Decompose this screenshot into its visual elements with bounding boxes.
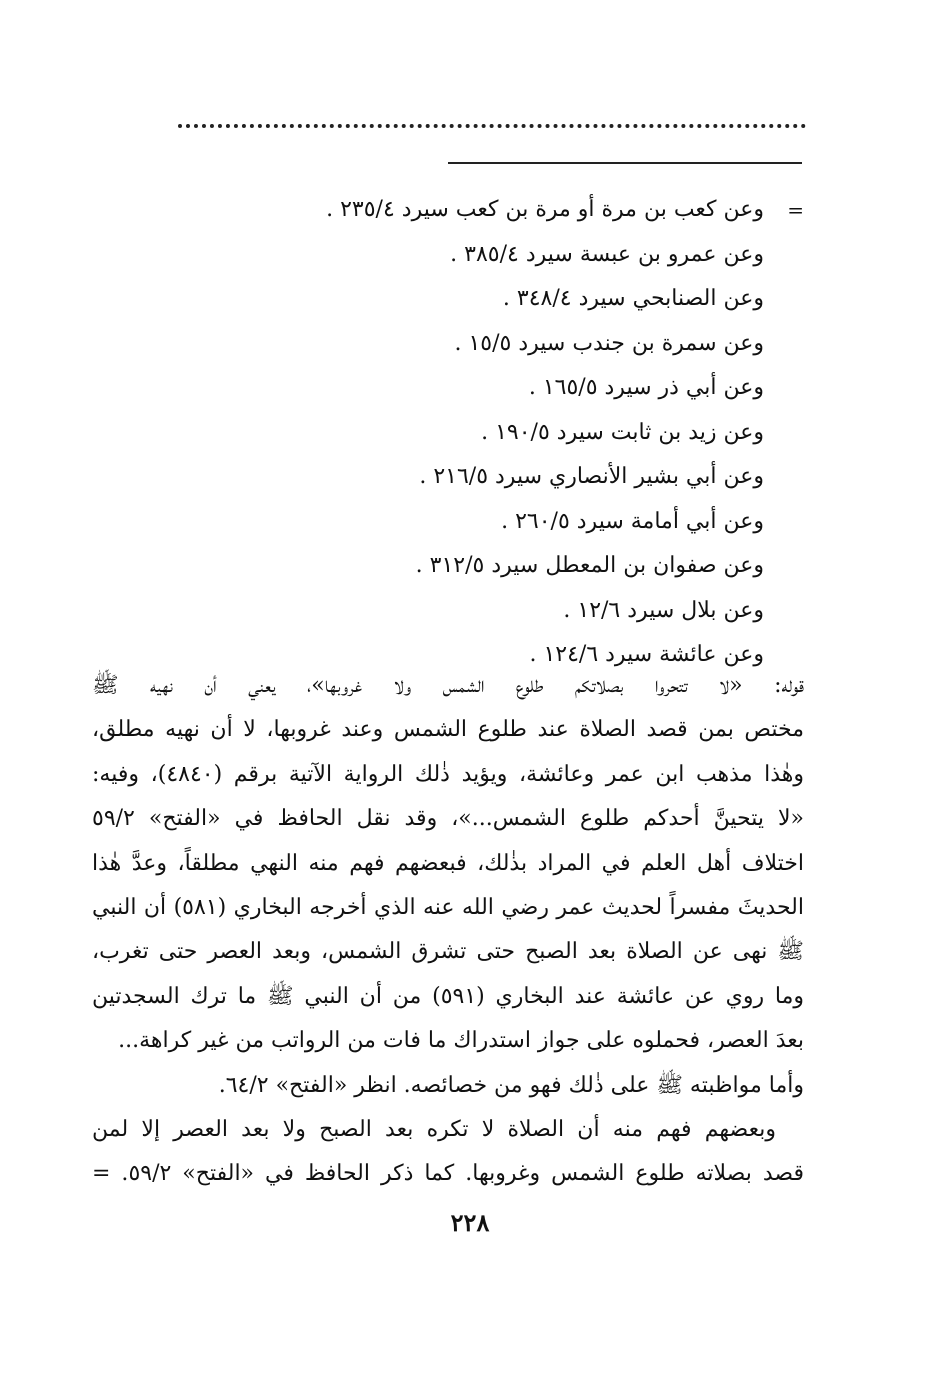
footnote-line: وعن زيد بن ثابت سيرد ١٩٠/٥ . [481,419,764,445]
footnote-line: وعن صفوان بن المعطل سيرد ٣١٢/٥ . [415,553,764,578]
footnote-line: وعن بلال سيرد ١٢/٦ . [563,597,764,623]
footnote-line: وعن عمرو بن عبسة سيرد ٣٨٥/٤ . [450,241,764,267]
page-number: ٢٢٨ [450,1208,490,1237]
commentary-line: وهٰذا مذهب ابن عمر وعائشة، ويؤيد ذٰلك الرواية الآتية برقم (٤٨٤٠)، وفيه: [92,761,804,787]
footnote-line [92,188,804,233]
commentary-line: قصد بصلاته طلوع الشمس وغروبها. كما ذكر الحافظ في «الفتح» ٥٩/٢. = [92,1161,805,1187]
footnote-text: وعن كعب بن مرة أو مرة بن كعب سيرد ٢٣٥/٤ . [326,197,764,222]
commentary-line: بعدَ العصر، فحملوه على جواز استدراك ما فات من الرواتب من غير كراهة... [118,1028,804,1054]
footnote-line: وعن عائشة سيرد ١٢٤/٦ . [529,642,764,667]
footnote-rule [448,162,802,164]
footnote-line: وعن سمرة بن جندب سيرد ١٥/٥ . [454,330,764,356]
footnote-line: وعن أبي أمامة سيرد ٢٦٠/٥ . [501,508,764,534]
continuation-marker: = [787,198,804,222]
footnote-block [92,188,804,678]
footnote-line: وعن الصنابحي سيرد ٣٤٨/٤ . [502,286,764,311]
commentary-line: ﷺ نهى عن الصلاة بعد الصبح حتى تشرق الشمس، وبعد العصر حتى تغرب، [92,939,804,965]
footnote-line: وعن أبي ذر سيرد ١٦٥/٥ . [528,375,764,400]
dotted-separator [178,124,806,128]
commentary-line: وما روي عن عائشة عند البخاري (٥٩١) من أن النبي ﷺ ما ترك السجدتين [92,983,804,1009]
commentary-line: الحديثَ مفسراً لحديث عمر رضي الله عنه الذي أخرجه البخاري (٥٨١) أن النبي [92,894,804,920]
commentary-line: قوله: «لا تتحروا بصلاتكم طلوع الشمس ولا غروبها»، يعني أن نهيه ﷺ [92,673,804,698]
commentary-line: وبعضهم فهم منه أن الصلاة لا تكره بعد الصبح ولا بعد العصر إلا لمن [92,1116,776,1142]
footnote-line: وعن أبي بشير الأنصاري سيرد ٢١٦/٥ . [419,464,764,489]
commentary-block [92,664,804,1197]
commentary-line: وأما مواظبته ﷺ على ذٰلك فهو من خصائصه. انظر «الفتح» ٦٤/٢. [218,1072,804,1098]
commentary-line: «لا يتحينَّ أحدكم طلوع الشمس...»، وقد نقل الحافظ في «الفتح» ٥٩/٢ [92,806,804,832]
commentary-line: مختص بمن قصد الصلاة عند طلوع الشمس وعند غروبها، لا أن نهيه مطلق، [92,717,804,743]
commentary-line: اختلاف أهل العلم في المراد بذٰلك، فبعضهم فهم منه النهي مطلقاً، وعدَّ هٰذا [92,850,804,876]
